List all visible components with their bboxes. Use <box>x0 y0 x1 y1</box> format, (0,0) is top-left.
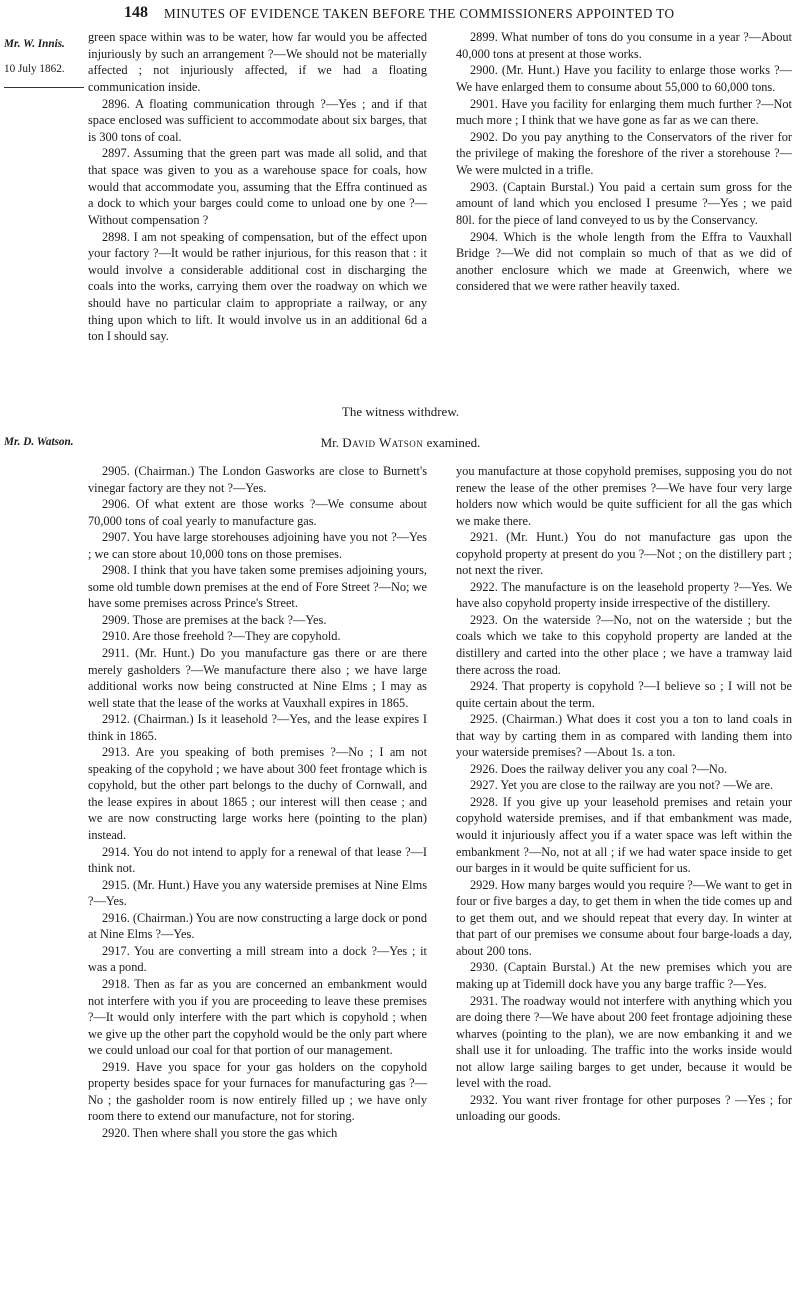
paragraph: 2927. Yet you are close to the railway are you not? —We are. <box>470 778 774 793</box>
paragraph: 2898. I am not speaking of compensation, but of the effect upon your factory ?—It would be rather injurious, for this reason that : it would involve a considerable additional cost in discharging the coals into the works, carrying them over the roadway on which we should have no particular claim to appropriate a railway, or any thing upon which to lift. It would involve us in an additional 6d a ton I should say. <box>88 229 427 344</box>
paragraph: 2899. What number of tons do you consume in a year ?—About 40,000 tons at present at those works. <box>456 30 792 61</box>
column-bottom-right <box>456 463 792 1125</box>
paragraph: 2929. How many barges would you require ?—We want to get in four or five barges a day, to get them in when the tide comes up and to get them out, and we should repeat that every day. In winter at that part of our premises we consume about four barge-loads a day, about 200 tons. <box>456 877 792 958</box>
paragraph: 2923. On the waterside ?—No, not on the waterside ; but the coals which we take to this copyhold property are landed at the distillery and carted into the other place ; we have a tramway laid there across the road. <box>456 612 792 677</box>
paragraph: 2919. Have you space for your gas holders on the copyhold property besides space for your furnaces for manufacturing gas ?—No ; the gasholder room is now entirely filled up ; we have only room there to extend our manufacture, not for storing. <box>88 1059 427 1124</box>
paragraph: 2920. Then where shall you store the gas which <box>102 1125 338 1140</box>
paragraph: 2897. Assuming that the green part was made all solid, and that that space was given to you as a warehouse space for coals, how would that accommodate you, assuming that the Effra continued as a dock to which your barges could come to unload one by one ?—Without compensation ? <box>88 146 427 227</box>
margin-note-top <box>4 37 82 88</box>
margin-witness-watson: Mr. D. Watson. <box>4 436 74 448</box>
running-head: MINUTES OF EVIDENCE TAKEN BEFORE THE COMMISSIONERS APPOINTED TO <box>164 6 675 21</box>
examined-suffix: examined. <box>426 435 481 450</box>
column-top-left <box>88 29 427 345</box>
paragraph: 2900. (Mr. Hunt.) Have you facility to enlarge those works ?—We have enlarged them to consume about 55,000 to 60,000 tons. <box>456 63 792 94</box>
paragraph: 2896. A floating communication through ?—Yes ; and if that space enclosed was sufficient to accommodate about six barges, that is 300 tons of coal. <box>88 96 427 144</box>
page-number: 148 <box>124 4 148 21</box>
paragraph: 2917. You are converting a mill stream into a dock ?—Yes ; it was a pond. <box>88 943 427 975</box>
paragraph: green space within was to be water, how far would you be affected injuriously by such an arrangement ?—We should not be materially affected ; not injuriously affected, if we had a floating communication inside. <box>88 30 427 94</box>
column-top-right <box>456 29 792 295</box>
paragraph: 2906. Of what extent are those works ?—We consume about 70,000 tons of coal yearly to manufacture gas. <box>88 497 427 528</box>
paragraph: 2914. You do not intend to apply for a renewal of that lease ?—I think not. <box>88 844 427 876</box>
paragraph: 2909. Those are premises at the back ?—Yes. <box>102 612 327 627</box>
paragraph: 2924. That property is copyhold ?—I believe so ; I will not be quite certain about the term. <box>456 679 792 710</box>
paragraph: 2912. (Chairman.) Is it leasehold ?—Yes, and the lease expires I think in 1865. <box>88 712 427 743</box>
paragraph: 2911. (Mr. Hunt.) Do you manufacture gas there or are there merely gasholders ?—We manufacture there also ; we have large additional works now being constructed at Nine Elms ; I may as well state that the lease of the works at Vauxhall expires in 1865. <box>88 646 427 710</box>
paragraph: 2926. Does the railway deliver you any coal ?—No. <box>470 761 728 776</box>
paragraph: 2918. Then as far as you are concerned an embankment would not interfere with you if you are proceeding to leave these premises ?—It would only interfere with the part which is copyhold ; when we give up the other part the copyhold would be the only part where we could unload our coal for that portion of our management. <box>88 976 427 1058</box>
paragraph: 2915. (Mr. Hunt.) Have you any waterside premises at Nine Elms ?—Yes. <box>88 877 427 909</box>
paragraph: 2908. I think that you have taken some premises adjoining yours, some old tumble down premises at the end of Fore Street ?—No; we have some premises across Prince's Street. <box>88 563 427 611</box>
paragraph: 2910. Are those freehold ?—They are copyhold. <box>102 629 341 644</box>
paragraph: 2901. Have you facility for enlarging them much further ?—Not much more ; I think that we have gone as far as we can there. <box>456 96 792 128</box>
paragraph: 2905. (Chairman.) The London Gasworks are close to Burnett's vinegar factory are they not ?—Yes. <box>88 464 427 495</box>
paragraph: 2916. (Chairman.) You are now constructing a large dock or pond at Nine Elms ?—Yes. <box>88 910 427 942</box>
margin-date: 10 July 1862. <box>4 63 65 75</box>
witness-name: David Watson <box>342 435 424 450</box>
paragraph: 2925. (Chairman.) What does it cost you a ton to land coals in that way by carting them in as compared with landing them into your waterside premises? —About 1s. a ton. <box>456 712 792 760</box>
margin-witness-innis: Mr. W. Innis. <box>4 38 65 50</box>
paragraph: 2922. The manufacture is on the leasehold property ?—Yes. We have also copyhold property inside irrespective of the distillery. <box>456 579 792 611</box>
margin-rule <box>4 87 84 88</box>
paragraph: 2932. You want river frontage for other purposes ? —Yes ; for unloading our goods. <box>456 1092 792 1124</box>
examined-prefix: Mr. <box>320 435 340 450</box>
paragraph: 2902. Do you pay anything to the Conservators of the river for the privilege of making the foreshore of the river a storehouse ?—We were mulcted in a trifle. <box>456 129 792 177</box>
paragraph: 2928. If you give up your leasehold premises and retain your copyhold waterside premises, and if that embankment was made, would it injuriously affect you if a water space was left within the embankment ?—No, not at all ; if we had water space inside to get our barges in it would be quite sufficient for us. <box>456 794 792 876</box>
paragraph: 2921. (Mr. Hunt.) You do not manufacture gas upon the copyhold property at present do you ?—Not ; on the distillery part ; not next the river. <box>456 530 792 578</box>
paragraph: 2930. (Captain Burstal.) At the new premises which you are making up at Tidemill dock have you any barge traffic ?—Yes. <box>456 960 792 991</box>
paragraph: 2913. Are you speaking of both premises ?—No ; I am not speaking of the copyhold ; we have about 300 feet frontage which is copyhold, but the other part belongs to the duchy of Cornwall, and the lease expires in about 1865 ; our interest will then cease ; and we are now constructing large works here (pointing to the plan) instead. <box>88 745 427 843</box>
page-header <box>0 4 801 26</box>
witness-withdrew: The witness withdrew. <box>341 404 460 419</box>
column-bottom-left <box>88 463 427 1141</box>
paragraph: 2903. (Captain Burstal.) You paid a certain sum gross for the amount of land which you enclosed I presume ?—Yes ; we paid 80l. for the piece of land conveyed to us by the Conservancy. <box>456 179 792 227</box>
paragraph: 2931. The roadway would not interfere with anything which you are doing there ?—We have about 200 feet frontage adjoining these wharves (pointing to the plan), we are now embanking it and we shall use it for unloading. The traffic into the works inside would not allow large sailing barges to get under, because it would be level with the road. <box>456 993 792 1091</box>
paragraph: 2904. Which is the whole length from the Effra to Vauxhall Bridge ?—We did not complain so much of that as we did of another enclosure which we made at Greenwich, where we considered that we were rather heavily taxed. <box>456 229 792 294</box>
examined-heading <box>0 435 801 451</box>
paragraph: 2907. You have large storehouses adjoining have you not ?—Yes ; we can store about 10,000 tons on those premises. <box>88 530 427 561</box>
paragraph: you manufacture at those copyhold premises, supposing you do not renew the lease of the other premises ?—We have four very large holders now which would be quite sufficient for all the gas which we make there. <box>456 464 792 528</box>
